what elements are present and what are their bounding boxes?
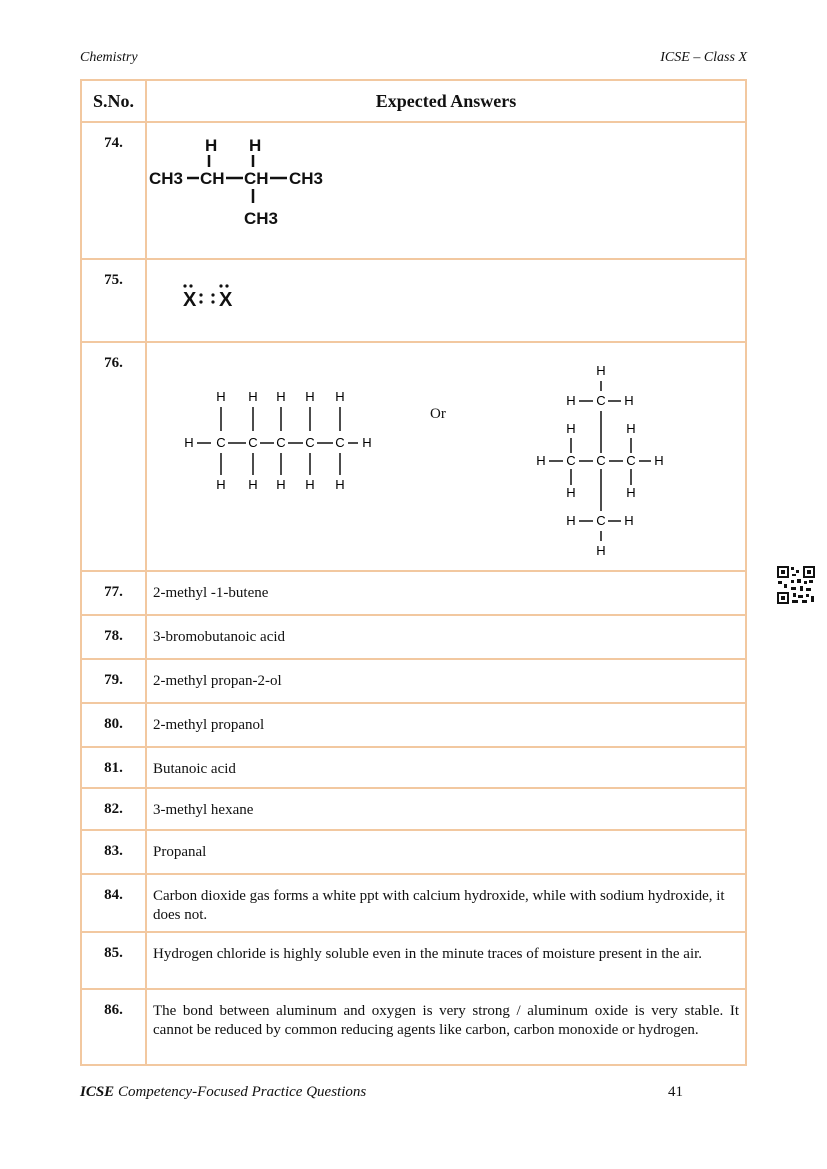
- atom-h: H: [205, 136, 218, 155]
- answer-text: Propanal: [146, 830, 746, 874]
- atom-h: H: [216, 477, 226, 492]
- atom-x: X: [183, 289, 197, 311]
- atom-c: C: [626, 453, 636, 468]
- answer-text: Carbon dioxide gas forms a white ppt with calcium hydroxide, while with sodium hydroxide, it does not.: [146, 874, 746, 932]
- atom-c: C: [248, 435, 258, 450]
- atom-h: H: [566, 421, 576, 436]
- row-number: 74.: [81, 122, 146, 259]
- atom-c: C: [276, 435, 286, 450]
- group-ch3: CH3: [244, 209, 279, 228]
- atom-c: C: [596, 513, 606, 528]
- table-row: [81, 874, 746, 932]
- row-number: 77.: [81, 571, 146, 615]
- electron-dot-structure: [179, 278, 259, 318]
- atom-h: H: [566, 485, 576, 500]
- atom-h: H: [305, 477, 315, 492]
- group-ch3: CH3: [289, 169, 324, 188]
- group-ch3: CH3: [149, 169, 184, 188]
- answer-text: Hydrogen chloride is highly soluble even in the minute traces of moisture present in the air.: [146, 932, 746, 989]
- group-ch: CH: [200, 169, 225, 188]
- row-number: 83.: [81, 830, 146, 874]
- column-header-sno: S.No.: [81, 80, 146, 122]
- table-row: [81, 830, 746, 874]
- table-row: [81, 259, 746, 342]
- footer-title-rest: Competency-Focused Practice Questions: [114, 1084, 367, 1100]
- table-row: [81, 615, 746, 659]
- atom-h: H: [536, 453, 546, 468]
- table-row: [81, 747, 746, 788]
- atom-h: H: [566, 513, 576, 528]
- atom-h: H: [626, 421, 636, 436]
- answer-cell-74: [146, 122, 746, 259]
- atom-h: H: [276, 477, 286, 492]
- footer-title-bold: ICSE: [80, 1084, 115, 1100]
- answer-text: 3-bromobutanoic acid: [146, 615, 746, 659]
- footer-title: [80, 1084, 366, 1101]
- atom-h: H: [596, 363, 606, 378]
- atom-h: H: [305, 389, 315, 404]
- atom-h: H: [624, 513, 634, 528]
- table-row: [81, 703, 746, 747]
- header-board: ICSE – Class X: [660, 50, 747, 65]
- structure-neopentane: [531, 359, 671, 559]
- row-number: 81.: [81, 747, 146, 788]
- answers-table: [80, 79, 747, 1066]
- row-number: 86.: [81, 989, 146, 1065]
- row-number: 79.: [81, 659, 146, 703]
- atom-c: C: [335, 435, 345, 450]
- answer-cell-75: [146, 259, 746, 342]
- atom-c: C: [596, 453, 606, 468]
- atom-h: H: [566, 393, 576, 408]
- or-label: Or: [430, 406, 446, 422]
- answer-text: 3-methyl hexane: [146, 788, 746, 830]
- row-number: 76.: [81, 342, 146, 571]
- row-number: 80.: [81, 703, 146, 747]
- atom-x: X: [219, 289, 233, 311]
- page-number: 41: [668, 1084, 683, 1100]
- atom-h: H: [276, 389, 286, 404]
- table-row: [81, 342, 746, 571]
- atom-h: H: [248, 389, 258, 404]
- answer-text: 2-methyl propanol: [146, 703, 746, 747]
- atom-h: H: [626, 485, 636, 500]
- atom-h: H: [624, 393, 634, 408]
- atom-c: C: [305, 435, 315, 450]
- qr-code: [776, 565, 816, 605]
- answer-cell-76: [146, 342, 746, 571]
- atom-c: C: [216, 435, 226, 450]
- table-row: [81, 659, 746, 703]
- table-row: [81, 932, 746, 989]
- atom-h: H: [248, 477, 258, 492]
- atom-c: C: [596, 393, 606, 408]
- answer-text: 2-methyl -1-butene: [146, 571, 746, 615]
- answer-text: Butanoic acid: [146, 747, 746, 788]
- atom-h: H: [596, 543, 606, 558]
- atom-c: C: [566, 453, 576, 468]
- structure-2-3-dimethylbutane: [149, 129, 349, 234]
- atom-h: H: [216, 389, 226, 404]
- answer-text: The bond between aluminum and oxygen is very strong / aluminum oxide is very stable. It cannot be reduced by common reducing agents like carbon, carbon monoxide or hydrogen.: [146, 989, 746, 1065]
- row-number: 78.: [81, 615, 146, 659]
- structure-n-pentane: [183, 385, 393, 495]
- table-row: [81, 122, 746, 259]
- atom-h: H: [249, 136, 262, 155]
- column-header-answer: Expected Answers: [146, 80, 746, 122]
- table-row: [81, 571, 746, 615]
- atom-h: H: [184, 435, 194, 450]
- atom-h: H: [654, 453, 664, 468]
- row-number: 75.: [81, 259, 146, 342]
- table-row: [81, 989, 746, 1065]
- answer-text: 2-methyl propan-2-ol: [146, 659, 746, 703]
- atom-h: H: [335, 477, 345, 492]
- table-row: [81, 788, 746, 830]
- row-number: 82.: [81, 788, 146, 830]
- header-subject: Chemistry: [80, 50, 138, 65]
- group-ch: CH: [244, 169, 269, 188]
- atom-h: H: [362, 435, 372, 450]
- table-header-row: [81, 80, 746, 122]
- atom-h: H: [335, 389, 345, 404]
- row-number: 85.: [81, 932, 146, 989]
- row-number: 84.: [81, 874, 146, 932]
